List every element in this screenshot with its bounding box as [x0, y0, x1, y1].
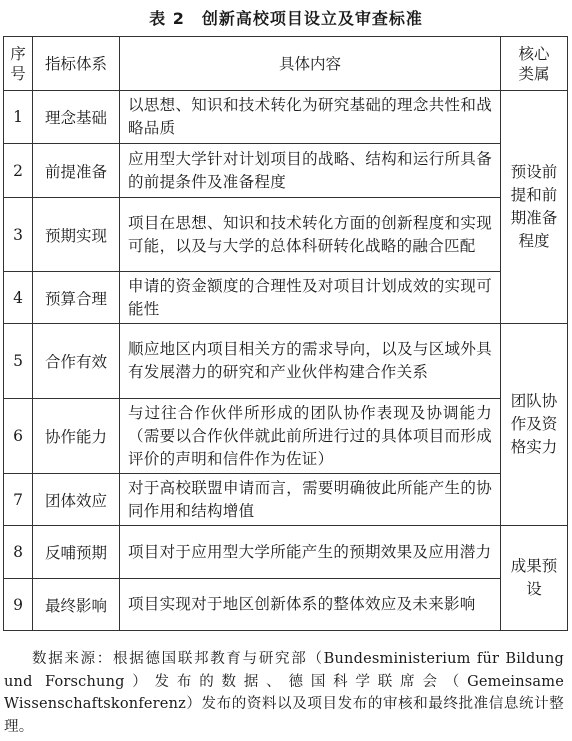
row-number: 5 — [4, 324, 33, 399]
table-row — [4, 272, 568, 324]
row-content: 项目实现对于地区创新体系的整体效应及未来影响 — [120, 579, 501, 631]
table-row — [4, 399, 568, 474]
row-indicator: 合作有效 — [33, 324, 120, 399]
row-number: 8 — [4, 526, 33, 579]
source-note: 数据来源：根据德国联邦教育与研究部（Bundesministerium für Bildung und Forschung）发布的数据、德国科学联席会（Gemeinsame Wissenschaftskonferenz）发布的资料以及项目发布的审核和最终批准信息统计整理。 — [4, 651, 564, 735]
row-number: 6 — [4, 399, 33, 474]
table-row — [4, 474, 568, 526]
row-number: 7 — [4, 474, 33, 526]
row-content: 顺应地区内项目相关方的需求导向，以及与区域外具有发展潜力的研究和产业伙伴构建合作关系 — [120, 324, 501, 399]
row-number: 4 — [4, 272, 33, 324]
row-indicator: 理念基础 — [33, 91, 120, 144]
row-number: 1 — [4, 91, 33, 144]
table-row — [4, 198, 568, 272]
table-title: 表 2 创新高校项目设立及审查标准 — [149, 9, 423, 28]
row-indicator: 前提准备 — [33, 144, 120, 198]
category-cell: 预设前提和前期准备程度 — [501, 91, 568, 324]
row-indicator: 预期实现 — [33, 198, 120, 272]
criteria-table — [3, 36, 568, 631]
row-content: 以思想、知识和技术转化为研究基础的理念共性和战略品质 — [120, 91, 501, 144]
header-content: 具体内容 — [120, 37, 501, 91]
row-number: 2 — [4, 144, 33, 198]
row-indicator: 团体效应 — [33, 474, 120, 526]
row-content: 申请的资金额度的合理性及对项目计划成效的实现可能性 — [120, 272, 501, 324]
row-content: 应用型大学针对计划项目的战略、结构和运行所具备的前提条件及准备程度 — [120, 144, 501, 198]
table-row — [4, 579, 568, 631]
row-indicator: 协作能力 — [33, 399, 120, 474]
table-row — [4, 91, 568, 144]
category-cell: 成果预设 — [501, 526, 568, 631]
row-content: 项目对于应用型大学所能产生的预期效果及应用潜力 — [120, 526, 501, 579]
table-row — [4, 324, 568, 399]
header-no: 序号 — [4, 37, 33, 91]
table-header-row — [4, 37, 568, 91]
header-indicator: 指标体系 — [33, 37, 120, 91]
table-row — [4, 526, 568, 579]
header-category: 核心类属 — [501, 37, 568, 91]
row-number: 9 — [4, 579, 33, 631]
row-content: 项目在思想、知识和技术转化方面的创新程度和实现可能，以及与大学的总体科研转化战略的融合匹配 — [120, 198, 501, 272]
category-cell: 团队协作及资格实力 — [501, 324, 568, 526]
table-row — [4, 144, 568, 198]
row-content: 与过往合作伙伴所形成的团队协作表现及协调能力（需要以合作伙伴就此前所进行过的具体项目而形成评价的声明和信件作为佐证） — [120, 399, 501, 474]
row-number: 3 — [4, 198, 33, 272]
row-indicator: 预算合理 — [33, 272, 120, 324]
row-content: 对于高校联盟申请而言，需要明确彼此所能产生的协同作用和结构增值 — [120, 474, 501, 526]
row-indicator: 最终影响 — [33, 579, 120, 631]
row-indicator: 反哺预期 — [33, 526, 120, 579]
